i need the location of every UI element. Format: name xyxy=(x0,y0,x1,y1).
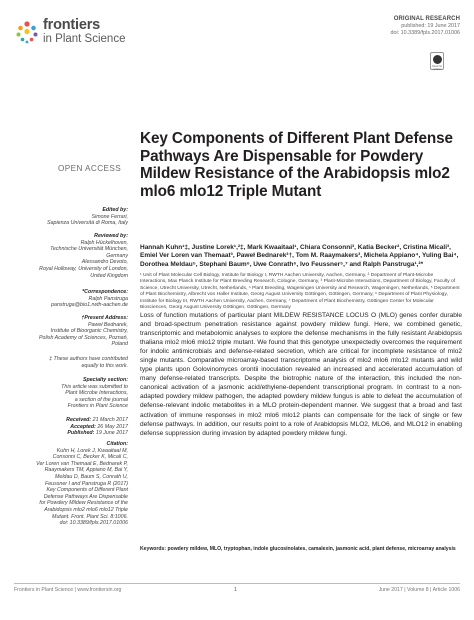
reviewer2-affiliation: Royal Holloway, University of London, xyxy=(39,265,128,272)
present-address-label: †Present Address: xyxy=(81,315,128,321)
received-date: 21 March 2017 xyxy=(92,417,128,423)
citation-label: Citation: xyxy=(106,441,128,447)
citation-line: Meldau D, Baum S, Conrath U, xyxy=(54,473,128,480)
article-title: Key Components of Different Plant Defense Pathways Are Dispensable for Powdery Mildew Resistance of the Arabidopsis mlo2 mlo6 mlo12 Triple Mutant xyxy=(140,130,453,200)
abstract xyxy=(140,311,462,438)
footer-volume: June 2017 | Volume 8 | Article 1006 xyxy=(378,587,460,593)
published-label: Published: xyxy=(67,430,95,437)
present-address-name: Paweł Bednarek, xyxy=(87,321,128,328)
editor-name: Simone Ferrari, xyxy=(91,213,128,220)
sidebar-edited-by xyxy=(47,207,128,227)
reviewed-by-label: Reviewed by: xyxy=(94,233,128,239)
open-access-label: OPEN ACCESS xyxy=(58,164,122,173)
citation-line: Key Components of Different Plant xyxy=(46,487,128,494)
specialty-section-label: Specialty section: xyxy=(82,377,128,383)
sidebar-equal-contribution xyxy=(49,356,128,369)
specialty-line2: Plant Microbe Interactions, xyxy=(65,390,128,397)
citation-line: Feussner I and Panstruga R (2017) xyxy=(44,480,128,487)
accepted-row xyxy=(66,424,128,431)
published-date: 19 June 2017 xyxy=(95,430,128,437)
correspondence-name: Ralph Panstruga xyxy=(88,295,128,302)
frontiers-logo-icon xyxy=(14,19,40,45)
affiliations: ¹ Unit of Plant Molecular Cell Biology, Institute for Biology I, RWTH Aachen University, Aachen, Germany, ² Department of Plant-Microbe Interactions, Max Planck Institute for Plant Breeding Research, Cologne, Germany, ³ Plant-Microbe Interactions, Department of Biology, Faculty of Science, Utrecht University, Utrecht, Netherlands, ⁴ Plant Breeding, Wageningen University and Research, Wageningen, Netherlands, ⁵ Department of Plant Biochemistry, Albrecht von Haller Institute, Georg August University Göttingen, Göttingen, Germany, ⁶ Department of Plant Physiology, Institute for Biology III, RWTH Aachen University, Aachen, Germany, ⁷ Department of Plant Biochemistry, Göttingen Center for Molecular Biosciences, Georg August University Göttingen, Göttingen, Germany xyxy=(140,273,460,311)
accepted-label: Accepted: xyxy=(70,423,96,430)
citation-line: Defense Pathways Are Dispensable xyxy=(43,493,128,500)
reviewer1-affiliation-country: Germany xyxy=(106,252,128,259)
reviewer1-affiliation: Technische Universität München, xyxy=(50,246,128,253)
keywords xyxy=(140,546,460,553)
footer-journal[interactable]: Frontiers in Plant Science | www.frontiersin.org xyxy=(14,587,122,593)
correspondence-label: *Correspondence: xyxy=(82,289,128,295)
doi-header[interactable]: doi: 10.3389/fpls.2017.01006 xyxy=(390,30,460,37)
keywords-text: powdery mildew, MLO, tryptophan, indole glucosinolates, camalexin, jasmonic acid, plant defense, microarray analysis xyxy=(167,546,456,552)
specialty-line4: Frontiers in Plant Science xyxy=(67,403,128,410)
editor-affiliation: Sapienza Università di Roma, Italy xyxy=(47,220,128,227)
check-for-updates-badge[interactable] xyxy=(430,52,444,70)
received-label: Received: xyxy=(66,417,92,423)
equal-contribution-line1: ‡ These authors have contributed xyxy=(49,356,128,362)
present-address-affil1: Institute of Bioorganic Chemistry, xyxy=(50,328,128,335)
sidebar-correspondence xyxy=(51,289,128,309)
correspondence-email[interactable]: panstruga@bio1.rwth-aachen.de xyxy=(51,302,128,309)
present-address-affil2: Polish Academy of Sciences, Poznań, xyxy=(38,334,128,341)
specialty-line1: This article was submitted to xyxy=(61,383,128,390)
sidebar-citation xyxy=(36,441,128,527)
citation-line: Ver Loren van Themaat E, Bednarek P, xyxy=(36,460,128,467)
journal-logo[interactable] xyxy=(14,17,126,53)
page-number: 1 xyxy=(234,587,237,593)
equal-contribution-line2: equally to this work. xyxy=(81,362,128,369)
citation-line: Raaymakers TM, Appiano M, Bai Y, xyxy=(44,467,128,474)
citation-line: for Powdery Mildew Resistance of the xyxy=(39,500,128,507)
reviewer2-name: Alessandro Devoto, xyxy=(81,259,128,266)
abstract-text: Loss of function mutations of particular plant MILDEW RESISTANCE LOCUS O (MLO) genes confer durable and broad-spectrum penetration resistance against powdery mildew fungi. Here, we combined genetic, transcriptomic and metabolomic analyses to explore the defense mechanisms in the fully resistant Arabidopsis thaliana mlo2 mlo6 mlo12 triple mutant. We found that this genotype unexpectedly overcomes the requirement for indolic antimicrobials and defense-related secretion, which are critical for incomplete resistance of mlo2 single mutants. Comparative microarray-based transcriptome analysis of mlo2 mlo6 mlo12 mutants and wild type plants upon Golovinomyces orontii inoculation revealed an increased and accelerated accumulation of many defense-related transcripts. Despite the biotrophic nature of the interaction, this included the non-canonical activation of a jasmonic acid/ethylene-dependent transcriptional program. In contrast to a non-adapted powdery mildew pathogen, the adapted powdery mildew fungus is able to defeat the accumulation of defense-relevant indolic metabolites in a MLO protein-dependent manner. We suggest that a broad and fast activation of immune responses in mlo2 mlo6 mlo12 plants can compensate for the lack of single or few defense pathways. In addition, our results point to a role of Arabidopsis MLO2, MLO6, and MLO12 in enabling defense suppression during invasion by adapted powdery mildew fungi. xyxy=(140,312,462,437)
sidebar-specialty-section xyxy=(61,377,128,410)
citation-line: Consonni C, Becker K, Micali C, xyxy=(52,454,128,461)
article-type: ORIGINAL RESEARCH xyxy=(393,16,460,22)
accepted-date: 26 May 2017 xyxy=(97,423,128,430)
citation-line: Mutant. Front. Plant Sci. 8:1006. xyxy=(52,513,128,520)
received-row xyxy=(66,417,128,424)
check-updates-icon xyxy=(433,55,442,64)
article-meta-header xyxy=(390,16,460,37)
present-address-affil3: Poland xyxy=(111,341,128,348)
sidebar-reviewed-by xyxy=(39,233,128,279)
check-updates-label: check for updates xyxy=(431,65,443,71)
published-row xyxy=(66,430,128,437)
author-list: Hannah Kuhn¹‡, Justine Lorek¹,²‡, Mark Kwaaitaal¹, Chiara Consonni³, Katia Becker², Cristina Micali³, Emiel Ver Loren van Themaat³, Paweł Bednarek³†, Tom M. Raaymakers³, Michela Appiano⁴, Yuling Bai⁴, Dorothea Meldau⁵, Stephani Baum⁶, Uwe Conrath⁶, Ivo Feussner⁵,⁷ and Ralph Panstruga¹,²* xyxy=(140,244,459,268)
citation-doi[interactable]: doi: 10.3389/fpls.2017.01006 xyxy=(59,520,128,527)
logo-text-journal: in Plant Science xyxy=(43,33,126,45)
logo-text-frontiers: frontiers xyxy=(43,17,101,33)
edited-by-label: Edited by: xyxy=(102,207,128,213)
reviewer1-name: Ralph Hückelhoven, xyxy=(80,239,128,246)
citation-line: Arabidopsis mlo2 mlo6 mlo12 Triple xyxy=(44,506,128,513)
sidebar-dates xyxy=(66,417,128,437)
citation-line: Kuhn H, Lorek J, Kwaaitaal M, xyxy=(56,447,128,454)
footer-divider xyxy=(14,583,460,584)
published-date-header: published: 19 June 2017 xyxy=(401,23,460,30)
sidebar-present-address xyxy=(39,315,128,348)
reviewer2-affiliation-country: United Kingdom xyxy=(90,272,128,279)
keywords-label: Keywords: xyxy=(140,546,167,552)
specialty-line3: a section of the journal xyxy=(74,396,128,403)
